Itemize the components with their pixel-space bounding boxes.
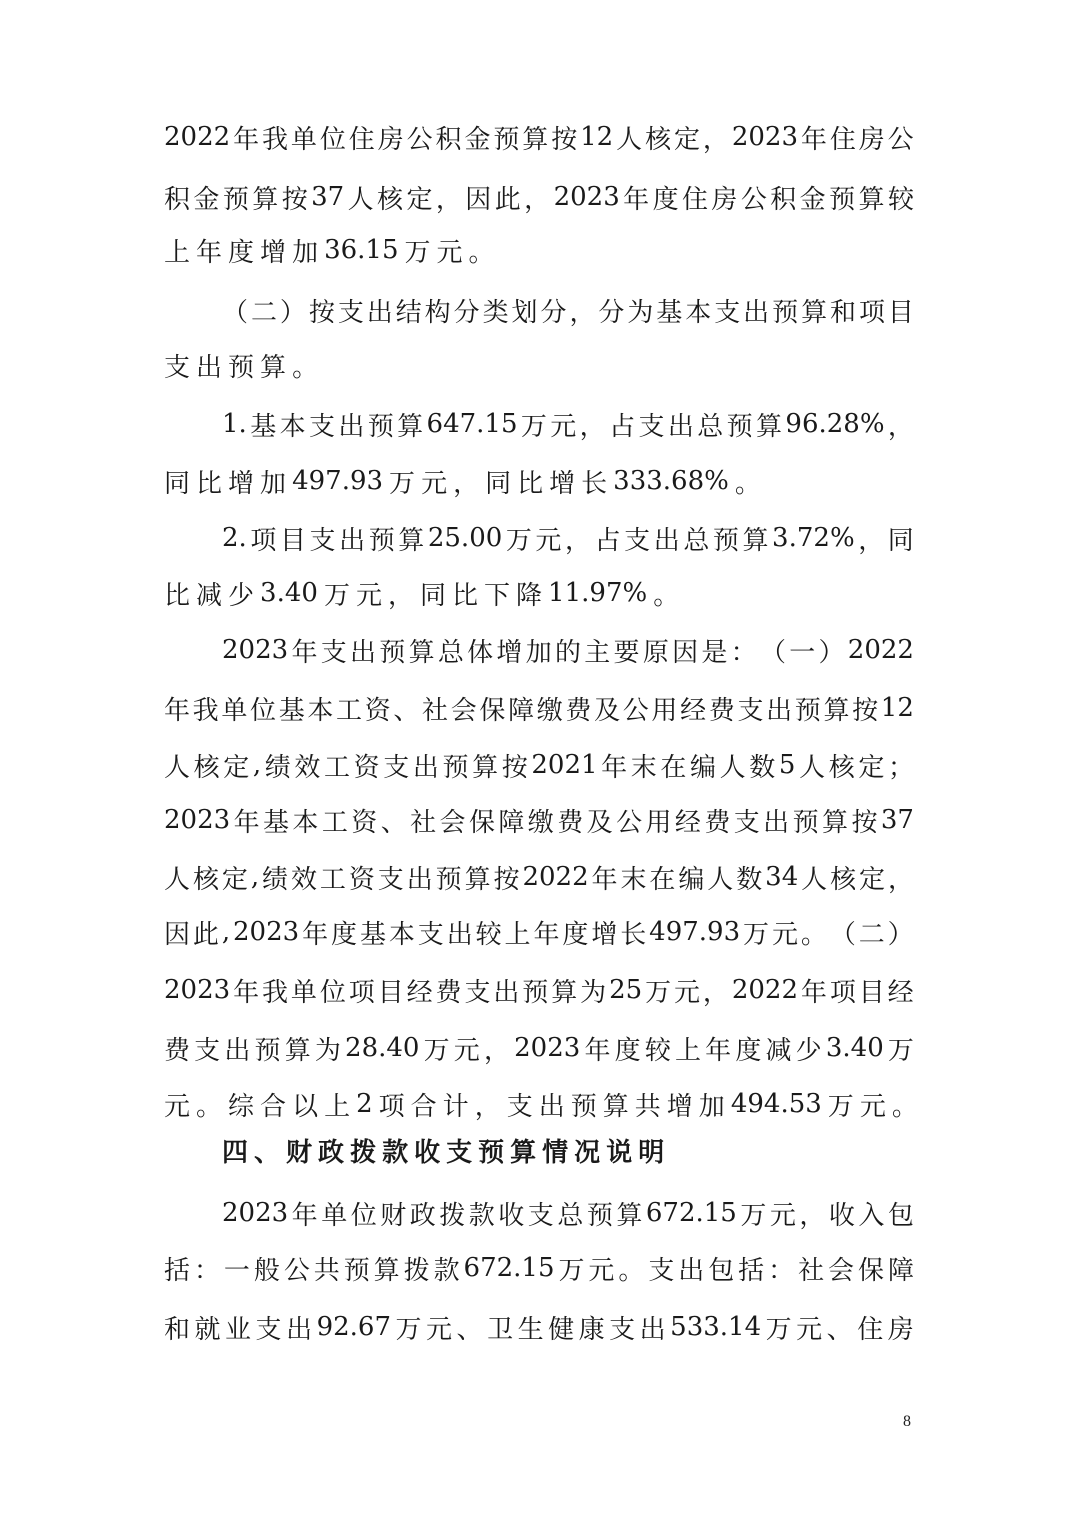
body-text-line: 1. 基 本 支 出 预 算 647.15 万 元 ， 占 支 出 总 预 算 96.28% ， xyxy=(222,409,914,442)
body-text-line: 同 比 增 加 497.93 万 元 ， 同 比 增 长 333.68% 。 xyxy=(164,466,761,499)
body-text-line: 年 我 单 位 基 本 工 资 、 社 会 保 障 缴 费 及 公 用 经 费 支 出 预 算 按 12 xyxy=(164,693,914,726)
body-text-line: 2023 年 单 位 财 政 拨 款 收 支 总 预 算 672.15 万 元 ， 收 入 包 xyxy=(222,1198,914,1231)
body-text-line: 2. 项 目 支 出 预 算 25.00 万 元 ， 占 支 出 总 预 算 3.72% ， 同 xyxy=(222,523,914,556)
body-text-line: 费 支 出 预 算 为 28.40 万 元 ， 2023 年 度 较 上 年 度 减 少 3.40 万 xyxy=(164,1033,914,1066)
body-text-line: （ 二 ） 按 支 出 结 构 分 类 划 分 ， 分 为 基 本 支 出 预 算 和 项 目 xyxy=(222,297,914,328)
body-text-line: 比 减 少 3.40 万 元 ， 同 比 下 降 11.97% 。 xyxy=(164,578,680,611)
body-text-line: 人 核 定 , 绩 效 工 资 支 出 预 算 按 2021 年 末 在 编 人 数 5 人 核 定 ； xyxy=(164,750,914,783)
body-text-line: 括 ： 一 般 公 共 预 算 拨 款 672.15 万 元 。 支 出 包 括 ： 社 会 保 障 xyxy=(164,1253,914,1286)
body-text-line: 人 核 定 , 绩 效 工 资 支 出 预 算 按 2022 年 末 在 编 人 数 34 人 核 定 ， xyxy=(164,862,914,895)
body-text-line: 上 年 度 增 加 36.15 万 元 。 xyxy=(164,235,495,268)
body-text-line: 元 。 综 合 以 上 2 项 合 计 ， 支 出 预 算 共 增 加 494.53 万 元 。 xyxy=(164,1089,918,1122)
section-heading: 四 、 财 政 拨 款 收 支 预 算 情 况 说 明 xyxy=(222,1137,665,1168)
body-text-line: 2023 年 基 本 工 资 、 社 会 保 障 缴 费 及 公 用 经 费 支 出 预 算 按 37 xyxy=(164,805,914,838)
body-text-line: 2023 年 支 出 预 算 总 体 增 加 的 主 要 原 因 是 ： （ 一 ） 2022 xyxy=(222,635,914,668)
body-text-line: 2022 年 我 单 位 住 房 公 积 金 预 算 按 12 人 核 定 ， 2023 年 住 房 公 xyxy=(164,122,914,155)
body-text-line: 和 就 业 支 出 92.67 万 元 、 卫 生 健 康 支 出 533.14 万 元 、 住 房 xyxy=(164,1312,914,1345)
body-text-line: 因 此 , 2023 年 度 基 本 支 出 较 上 年 度 增 长 497.93 万 元 。 （ 二 ） xyxy=(164,917,914,950)
body-text-line: 积 金 预 算 按 37 人 核 定 ， 因 此 ， 2023 年 度 住 房 公 积 金 预 算 较 xyxy=(164,182,914,215)
body-text-line: 2023 年 我 单 位 项 目 经 费 支 出 预 算 为 25 万 元 ， 2022 年 项 目 经 xyxy=(164,975,914,1008)
body-text-line: 支 出 预 算 。 xyxy=(164,352,319,383)
page-number: 8 xyxy=(903,1413,911,1430)
